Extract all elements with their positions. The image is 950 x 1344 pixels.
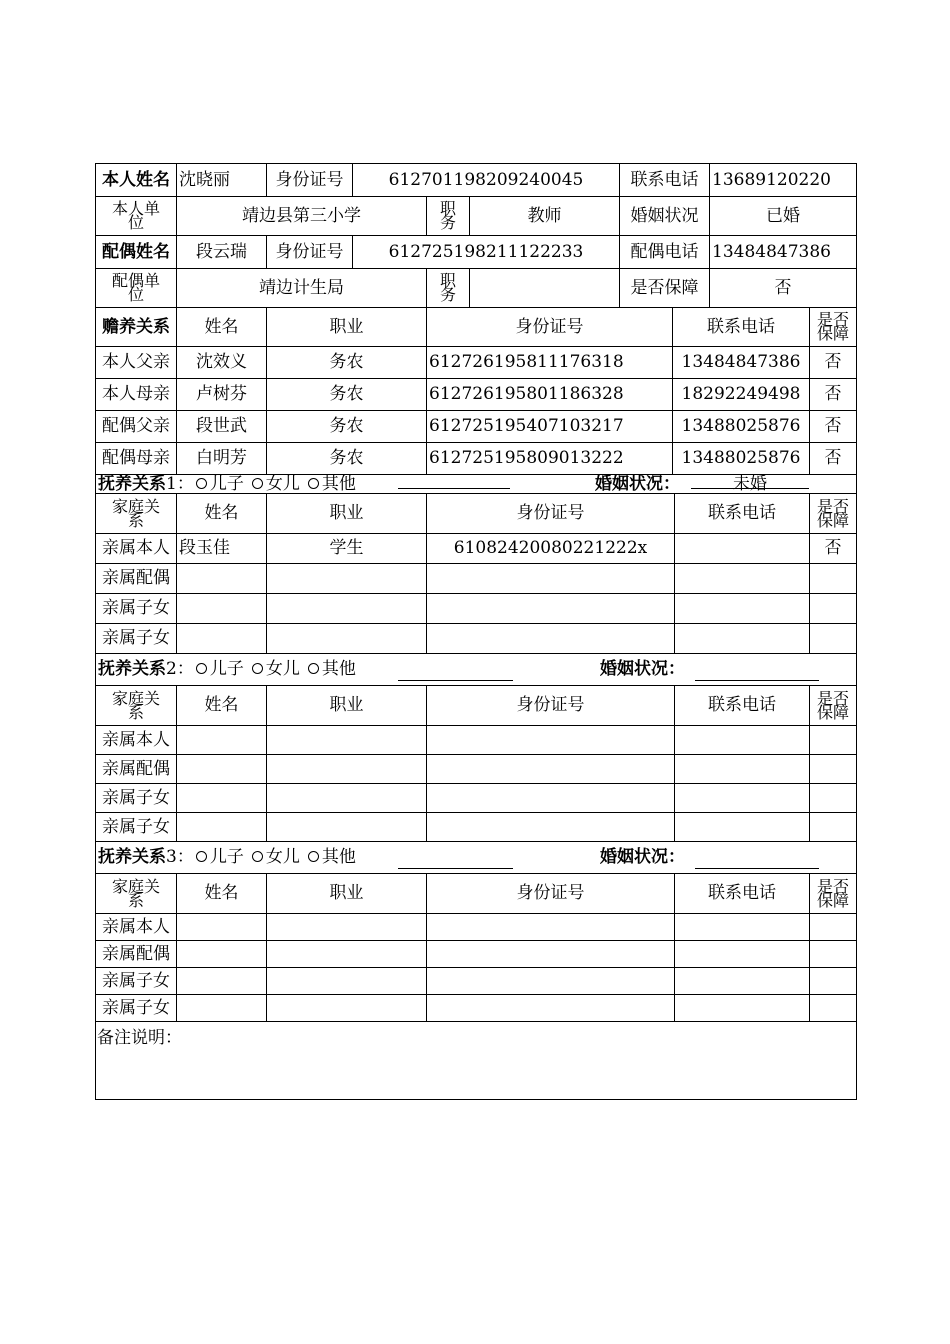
other-blank-underline[interactable] xyxy=(398,680,513,681)
raising-number: 1： xyxy=(166,473,194,494)
family-cell-rel: 亲属子女 xyxy=(102,997,170,1018)
radio-circle-icon[interactable] xyxy=(196,851,207,862)
label-line: 位 xyxy=(127,213,144,232)
radio-circle-icon[interactable] xyxy=(308,663,319,674)
spouse-phone-value[interactable]: 13484847386 xyxy=(712,241,831,262)
family-cell-job[interactable]: 学生 xyxy=(329,538,364,558)
family-cell-id[interactable] xyxy=(427,624,674,653)
family-header-job: 职业 xyxy=(329,695,364,715)
family-cell-phone[interactable] xyxy=(675,755,809,783)
label-line: 务 xyxy=(439,285,456,304)
support-cell-id[interactable]: 612726195801186328 xyxy=(429,384,624,404)
family-cell-guar[interactable] xyxy=(810,564,856,593)
raising-title: 抚养关系 xyxy=(98,659,166,679)
support-cell-rel: 本人父亲 xyxy=(102,352,170,372)
family-cell-rel: 亲属配偶 xyxy=(102,943,170,964)
family-cell-rel: 亲属本人 xyxy=(102,729,170,750)
family-cell-id[interactable] xyxy=(427,564,674,593)
family-cell-guar[interactable] xyxy=(810,726,856,754)
family-cell-name[interactable] xyxy=(177,624,266,653)
label-line: 务 xyxy=(439,213,456,232)
support-cell-job[interactable]: 务农 xyxy=(329,352,364,372)
self-unit-label xyxy=(96,197,176,235)
family-header-id: 身份证号 xyxy=(516,503,585,523)
support-cell-job[interactable]: 务农 xyxy=(329,448,364,468)
spouse-name-value[interactable]: 段云瑞 xyxy=(196,241,247,262)
spouse-name-label: 配偶姓名 xyxy=(102,241,170,262)
family-cell-job[interactable] xyxy=(267,564,426,593)
family-cell-guar[interactable] xyxy=(810,813,856,841)
family-cell-id[interactable] xyxy=(427,914,674,940)
support-cell-rel: 配偶母亲 xyxy=(102,448,170,468)
family-header-job: 职业 xyxy=(329,503,364,523)
family-cell-job[interactable] xyxy=(267,914,426,940)
raising-marital-value[interactable] xyxy=(695,654,819,685)
family-cell-guar[interactable] xyxy=(810,624,856,653)
family-cell-job[interactable] xyxy=(267,624,426,653)
family-cell-job[interactable] xyxy=(267,968,426,994)
family-header-name: 姓名 xyxy=(204,883,239,903)
family-header-id: 身份证号 xyxy=(516,883,585,903)
remarks-label: 备注说明： xyxy=(97,1028,182,1048)
raising-marital-value[interactable] xyxy=(695,842,819,873)
family-header-relation xyxy=(96,686,176,725)
family-cell-guar[interactable] xyxy=(810,594,856,623)
family-header-phone: 联系电话 xyxy=(708,883,776,903)
raising-number: 3： xyxy=(166,847,194,867)
family-cell-job[interactable] xyxy=(267,755,426,783)
label-line: 是否 xyxy=(816,496,849,516)
family-cell-id[interactable] xyxy=(427,755,674,783)
family-cell-name[interactable] xyxy=(177,941,266,967)
support-cell-job[interactable]: 务农 xyxy=(329,416,364,436)
spouse-post-label xyxy=(427,269,469,307)
family-cell-rel: 亲属本人 xyxy=(102,538,170,558)
family-header-guarantee xyxy=(810,494,856,533)
family-cell-job[interactable] xyxy=(267,995,426,1021)
support-cell-name[interactable]: 卢树芬 xyxy=(196,384,247,404)
family-cell-job[interactable] xyxy=(267,941,426,967)
family-cell-guar[interactable]: 否 xyxy=(824,538,842,558)
self-post-label xyxy=(427,197,469,235)
raising-number: 2： xyxy=(166,659,194,679)
other-blank-underline[interactable] xyxy=(398,488,510,489)
family-cell-name[interactable] xyxy=(177,995,266,1021)
family-info-form xyxy=(95,163,856,1099)
other-blank-underline[interactable] xyxy=(398,868,513,869)
family-cell-guar[interactable] xyxy=(810,784,856,812)
family-cell-name[interactable] xyxy=(177,968,266,994)
label-line: 系 xyxy=(127,890,144,910)
radio-circle-icon[interactable] xyxy=(196,663,207,674)
family-cell-name[interactable] xyxy=(177,564,266,593)
family-cell-job[interactable] xyxy=(267,813,426,841)
family-cell-phone[interactable] xyxy=(675,624,809,653)
family-cell-id[interactable] xyxy=(427,968,674,994)
family-header-relation xyxy=(96,494,176,533)
family-cell-name[interactable] xyxy=(177,914,266,940)
self-marital-label: 婚姻状况 xyxy=(630,205,699,226)
family-cell-phone[interactable] xyxy=(675,534,809,563)
support-cell-guar[interactable]: 否 xyxy=(824,352,842,372)
radio-option-label: 女儿 xyxy=(265,659,300,679)
support-cell-phone[interactable]: 18292249498 xyxy=(681,384,801,404)
support-cell-id[interactable]: 612725195809013222 xyxy=(429,448,624,468)
spouse-guarantee-label: 是否保障 xyxy=(630,277,699,298)
remarks-area[interactable] xyxy=(96,1043,855,1098)
grid-line xyxy=(95,1099,857,1100)
self-marital-value[interactable]: 已婚 xyxy=(766,205,800,226)
label-line: 位 xyxy=(127,285,144,304)
raising-marital-value[interactable]: 未婚 xyxy=(733,473,767,494)
radio-option-label: 儿子 xyxy=(209,847,244,867)
grid-line xyxy=(95,1021,857,1022)
support-cell-guar[interactable]: 否 xyxy=(824,416,842,436)
family-cell-name[interactable] xyxy=(177,784,266,812)
spouse-guarantee-value[interactable]: 否 xyxy=(774,277,792,298)
family-cell-name[interactable] xyxy=(177,755,266,783)
family-cell-guar[interactable] xyxy=(810,755,856,783)
family-cell-rel: 亲属子女 xyxy=(102,816,170,837)
support-cell-guar[interactable]: 否 xyxy=(824,448,842,468)
label-line: 保障 xyxy=(816,890,849,910)
radio-option-label: 儿子 xyxy=(209,473,244,494)
family-cell-phone[interactable] xyxy=(675,784,809,812)
family-header-name: 姓名 xyxy=(204,695,239,715)
self-phone-label: 联系电话 xyxy=(630,169,699,190)
raising-title: 抚养关系 xyxy=(98,473,166,494)
label-line: 家庭关 xyxy=(111,688,160,708)
self-id-value[interactable]: 612701198209240045 xyxy=(388,169,584,190)
family-cell-id[interactable]: 61082420080221222x xyxy=(453,538,648,558)
label-line: 是否 xyxy=(816,688,849,708)
family-cell-rel: 亲属本人 xyxy=(102,916,170,937)
support-header-name: 姓名 xyxy=(204,316,239,337)
family-cell-id[interactable] xyxy=(427,813,674,841)
radio-circle-icon[interactable] xyxy=(252,851,263,862)
family-cell-phone[interactable] xyxy=(675,564,809,593)
spouse-id-value[interactable]: 612725198211122233 xyxy=(388,241,584,262)
family-header-name: 姓名 xyxy=(204,503,239,523)
family-cell-id[interactable] xyxy=(427,726,674,754)
radio-circle-icon[interactable] xyxy=(308,851,319,862)
support-cell-phone[interactable]: 13484847386 xyxy=(681,352,801,372)
radio-option-label: 女儿 xyxy=(265,473,300,494)
raising-marital-label: 婚姻状况： xyxy=(595,473,680,494)
label-line: 家庭关 xyxy=(111,496,160,516)
family-cell-rel: 亲属子女 xyxy=(102,598,170,618)
family-header-job: 职业 xyxy=(329,883,364,903)
family-header-id: 身份证号 xyxy=(516,695,585,715)
label-line: 系 xyxy=(127,702,144,722)
label-line: 是否 xyxy=(816,310,849,329)
support-cell-phone[interactable]: 13488025876 xyxy=(681,448,801,468)
self-unit-value[interactable]: 靖边县第三小学 xyxy=(242,205,361,226)
spouse-phone-label: 配偶电话 xyxy=(630,241,699,262)
family-cell-phone[interactable] xyxy=(675,594,809,623)
radio-circle-icon[interactable] xyxy=(252,478,263,489)
radio-option-label: 儿子 xyxy=(209,659,244,679)
radio-option-label: 女儿 xyxy=(265,847,300,867)
support-cell-rel: 本人母亲 xyxy=(102,384,170,404)
support-header-id: 身份证号 xyxy=(515,316,584,337)
support-header-relation: 赡养关系 xyxy=(102,316,170,337)
support-cell-job[interactable]: 务农 xyxy=(329,384,364,404)
support-cell-guar[interactable]: 否 xyxy=(824,384,842,404)
family-header-phone: 联系电话 xyxy=(708,503,776,523)
radio-circle-icon[interactable] xyxy=(196,478,207,489)
self-phone-value[interactable]: 13689120220 xyxy=(712,169,831,190)
family-cell-phone[interactable] xyxy=(675,726,809,754)
family-cell-name[interactable] xyxy=(177,813,266,841)
family-cell-rel: 亲属子女 xyxy=(102,970,170,991)
label-line: 是否 xyxy=(816,876,849,896)
radio-circle-icon[interactable] xyxy=(252,663,263,674)
family-cell-phone[interactable] xyxy=(675,995,809,1021)
self-id-label: 身份证号 xyxy=(275,169,344,190)
family-cell-guar[interactable] xyxy=(810,968,856,994)
radio-option-label: 其他 xyxy=(321,659,356,679)
family-cell-id[interactable] xyxy=(427,784,674,812)
family-cell-name[interactable] xyxy=(177,726,266,754)
self-name-value[interactable]: 沈晓丽 xyxy=(179,169,230,190)
radio-option-label: 其他 xyxy=(321,473,356,494)
support-cell-phone[interactable]: 13488025876 xyxy=(681,416,801,436)
spouse-unit-value[interactable]: 靖边计生局 xyxy=(259,277,344,298)
radio-circle-icon[interactable] xyxy=(308,478,319,489)
raising-marital-label: 婚姻状况： xyxy=(600,847,685,867)
label-line: 家庭关 xyxy=(111,876,160,896)
family-cell-job[interactable] xyxy=(267,784,426,812)
family-cell-rel: 亲属配偶 xyxy=(102,568,170,588)
support-cell-name[interactable]: 沈效义 xyxy=(196,352,247,372)
raising-title: 抚养关系 xyxy=(98,847,166,867)
label-line: 系 xyxy=(127,510,144,530)
support-cell-rel: 配偶父亲 xyxy=(102,416,170,436)
spouse-id-label: 身份证号 xyxy=(275,241,344,262)
label-line: 本人单 xyxy=(111,199,160,218)
self-name-label: 本人姓名 xyxy=(102,169,170,190)
family-header-relation xyxy=(96,874,176,913)
label-line: 职 xyxy=(439,271,456,290)
grid-line xyxy=(856,163,857,1100)
family-header-phone: 联系电话 xyxy=(708,695,776,715)
label-line: 保障 xyxy=(816,510,849,530)
family-cell-name[interactable] xyxy=(177,594,266,623)
label-line: 保障 xyxy=(816,324,849,343)
radio-option-label: 其他 xyxy=(321,847,356,867)
family-cell-job[interactable] xyxy=(267,594,426,623)
label-line: 职 xyxy=(439,199,456,218)
family-cell-rel: 亲属子女 xyxy=(102,628,170,648)
spouse-unit-label xyxy=(96,269,176,307)
support-cell-id[interactable]: 612725195407103217 xyxy=(429,416,624,436)
support-header-job: 职业 xyxy=(329,316,364,337)
family-cell-phone[interactable] xyxy=(675,968,809,994)
support-cell-id[interactable]: 612726195811176318 xyxy=(429,352,624,372)
support-header-phone: 联系电话 xyxy=(707,316,775,337)
family-cell-id[interactable] xyxy=(427,594,674,623)
label-line: 保障 xyxy=(816,702,849,722)
family-cell-phone[interactable] xyxy=(675,914,809,940)
label-line: 配偶单 xyxy=(111,271,160,290)
family-cell-job[interactable] xyxy=(267,726,426,754)
support-cell-name[interactable]: 段世武 xyxy=(196,416,247,436)
support-cell-name[interactable]: 白明芳 xyxy=(196,448,247,468)
spouse-post-value[interactable] xyxy=(470,269,619,307)
family-cell-id[interactable] xyxy=(427,995,674,1021)
family-cell-guar[interactable] xyxy=(810,941,856,967)
family-cell-id[interactable] xyxy=(427,941,674,967)
self-post-value[interactable]: 教师 xyxy=(527,205,562,226)
family-cell-phone[interactable] xyxy=(675,941,809,967)
family-cell-guar[interactable] xyxy=(810,914,856,940)
family-cell-name[interactable]: 段玉佳 xyxy=(179,538,230,558)
support-header-guarantee xyxy=(810,308,856,346)
family-cell-guar[interactable] xyxy=(810,995,856,1021)
family-cell-rel: 亲属子女 xyxy=(102,787,170,808)
raising-marital-label: 婚姻状况： xyxy=(600,659,685,679)
family-header-guarantee xyxy=(810,686,856,725)
family-cell-rel: 亲属配偶 xyxy=(102,758,170,779)
family-cell-phone[interactable] xyxy=(675,813,809,841)
family-header-guarantee xyxy=(810,874,856,913)
